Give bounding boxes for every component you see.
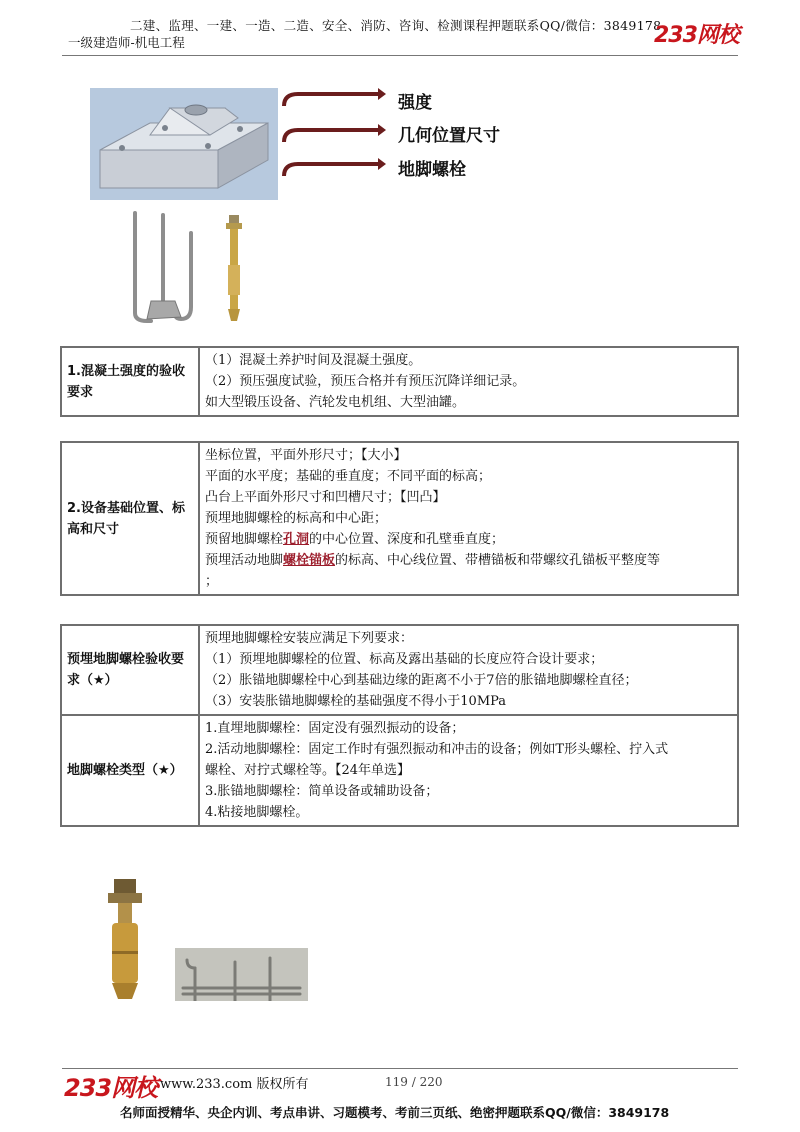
content-line: 凸台上平面外形尺寸和凹槽尺寸；【凹凸】 [205, 490, 446, 505]
anchor-bolt-tables [60, 624, 739, 827]
text-fragment: 的标高、中心线位置、带槽锚板和带螺纹孔锚板平整度等 [335, 553, 661, 568]
expansion-bolt-photo [100, 875, 150, 1003]
content-line: ； [205, 574, 219, 589]
content-line: 平面的水平度；基础的垂直度；不同平面的标高； [205, 469, 492, 484]
content-line: （1）预埋地脚螺栓的位置、标高及露出基础的长度应符合设计要求； [205, 652, 604, 667]
content-line: （3）安装胀锚地脚螺栓的基础强度不得小于10MPa [205, 694, 507, 709]
row-head: 预埋地脚螺栓验收要求（★） [61, 625, 199, 715]
label-strength: 强度 [398, 93, 432, 113]
content-line: 预埋地脚螺栓的标高和中心距； [205, 511, 388, 526]
content-line: 1.直埋地脚螺栓：固定没有强烈振动的设备； [205, 721, 465, 736]
table-row [61, 715, 738, 826]
highlight-term: 螺栓锚板 [283, 553, 336, 568]
footer-contact-line: 名师面授精华、央企内训、考点串讲、习题模考、考前三页纸、绝密押题联系QQ/微信：3849178 [120, 1105, 670, 1120]
content-line: 4.粘接地脚螺栓。 [205, 805, 309, 820]
footer-site: www.233.com 版权所有 [160, 1077, 309, 1092]
table-row [61, 347, 738, 416]
anchor-bolts-drawing [175, 948, 308, 1001]
text-fragment: 预留地脚螺栓 [205, 532, 284, 547]
anchor-bolts-image [125, 205, 260, 327]
header-divider [62, 55, 738, 56]
text-fragment: 的中心位置、深度和孔壁垂直度； [309, 532, 505, 547]
footer-divider [62, 1068, 738, 1069]
anchor-bolts-photo [175, 948, 308, 1001]
foundation-block-drawing [90, 88, 278, 200]
content-line: 坐标位置，平面外形尺寸；【大小】 [205, 448, 407, 463]
row-head: 1.混凝土强度的验收要求 [61, 347, 199, 416]
concrete-strength-table [60, 346, 739, 417]
foundation-position-table [60, 441, 739, 596]
callout-arrows [278, 84, 388, 184]
content-line: 预埋地脚螺栓安装应满足下列要求： [205, 631, 414, 646]
content-line: 3.胀锚地脚螺栓：简单设备或辅助设备； [205, 784, 439, 799]
content-line [205, 550, 732, 571]
row-content [199, 625, 738, 715]
content-line: 螺栓、对拧式螺栓等。【24年单选】 [205, 763, 411, 778]
content-line: 如大型锻压设备、汽轮发电机组、大型油罐。 [205, 395, 466, 410]
content-line: （2）预压强度试验，预压合格并有预压沉降详细记录。 [205, 374, 526, 389]
content-line [205, 529, 732, 550]
text-fragment: 预埋活动地脚 [205, 553, 284, 568]
row-content [199, 347, 738, 416]
brand-logo: 233网校 [654, 23, 739, 48]
label-anchor-bolt: 地脚螺栓 [398, 160, 466, 180]
header-subtitle: 一级建造师-机电工程 [68, 35, 185, 50]
label-geometry: 几何位置尺寸 [398, 126, 500, 146]
foundation-block-image [90, 88, 278, 200]
footer-logo: 233网校 [64, 1074, 158, 1102]
page-number: 119 / 220 [385, 1075, 443, 1089]
row-head: 地脚螺栓类型（★） [61, 715, 199, 826]
table-row [61, 442, 738, 595]
row-content [199, 442, 738, 595]
content-line: 2.活动地脚螺栓：固定工作时有强烈振动和冲击的设备；例如T形头螺栓、拧入式 [205, 742, 669, 757]
row-head: 2.设备基础位置、标高和尺寸 [61, 442, 199, 595]
row-content [199, 715, 738, 826]
table-row [61, 625, 738, 715]
highlight-term: 孔洞 [283, 532, 310, 547]
content-line: （2）胀锚地脚螺栓中心到基础边缘的距离不小于7倍的胀锚地脚螺栓直径； [205, 673, 638, 688]
header-contact-line: 二建、监理、一建、一造、二造、安全、消防、咨询、检测课程押题联系QQ/微信：3849178 [130, 18, 662, 33]
content-line: （1）混凝土养护时间及混凝土强度。 [205, 353, 422, 368]
